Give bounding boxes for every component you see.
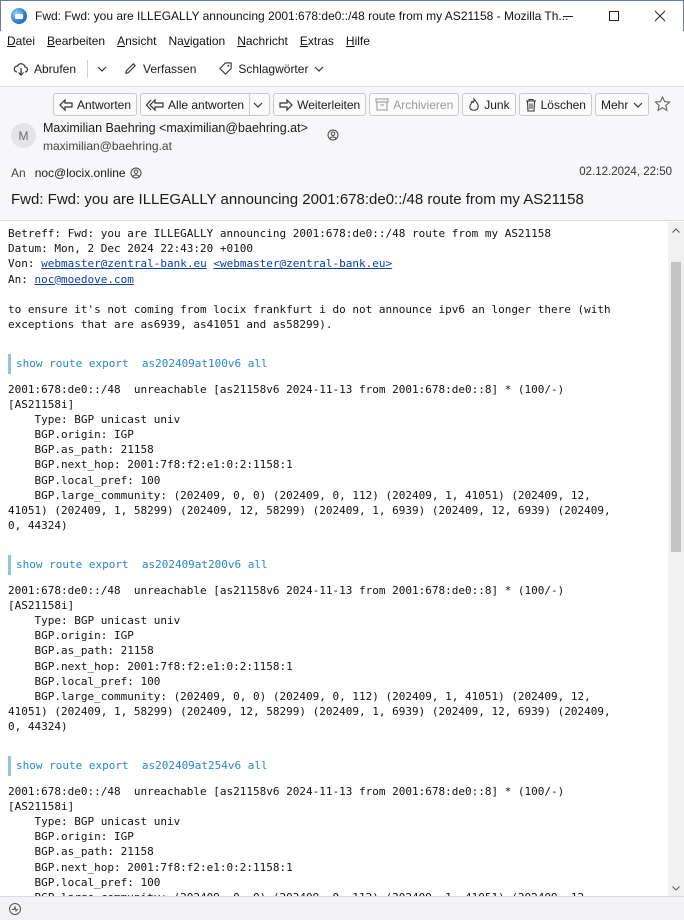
message-date: 02.12.2024, 22:50 <box>579 166 672 178</box>
menu-item-navigation[interactable] <box>168 34 225 48</box>
window-title: Fwd: Fwd: you are ILLEGALLY announcing 2001:678:de0::/48 route from my AS21158 - Mozilla Th... <box>35 9 569 23</box>
forward-icon <box>279 99 293 111</box>
route-output-line: BGP.next_hop: 2001:7f8:f2:e1:0:2:1158:1 <box>8 659 293 673</box>
to-label: An: <box>8 272 35 286</box>
maximize-button[interactable] <box>591 1 637 31</box>
route-output-line: 2001:678:de0::/48 unreachable [as21158v6 2024-11-13 from 2001:678:de0::8] * (100/-) <box>8 784 565 798</box>
menu-accelerator: H <box>345 34 355 48</box>
star-button[interactable] <box>654 96 671 115</box>
route-output-line: BGP.as_path: 21158 <box>8 845 154 859</box>
forward-button[interactable] <box>273 93 366 116</box>
status-bar <box>0 896 684 920</box>
reply-all-button[interactable] <box>140 93 270 116</box>
menu-accelerator: B <box>47 34 56 48</box>
menu-label-part: achricht <box>245 34 288 48</box>
from-label: Von: <box>8 257 42 271</box>
thunderbird-logo-icon <box>11 8 27 24</box>
route-output-line: BGP.large_community: (202409, 0, 0) (202409, 0, 112) (202409, 1, 41051) (202409, 12, <box>8 488 591 502</box>
chevron-down-icon <box>672 886 680 891</box>
close-icon <box>655 11 665 21</box>
message-header <box>0 87 684 221</box>
tags-label: Schlagwörter <box>238 61 309 76</box>
forward-label: Weiterleiten <box>297 97 361 112</box>
contact-icon <box>327 129 339 141</box>
scroll-up-button[interactable] <box>668 222 684 238</box>
menu-item-bearbeiten[interactable] <box>47 34 105 48</box>
spacer <box>8 287 668 302</box>
delete-label: Löschen <box>540 97 586 112</box>
delete-button[interactable] <box>519 93 592 116</box>
route-output-line: BGP.local_pref: 100 <box>8 875 161 889</box>
message-actions <box>53 93 652 116</box>
flame-icon <box>468 98 480 112</box>
pencil-icon <box>123 61 138 76</box>
menu-accelerator: D <box>7 34 16 48</box>
more-label: Mehr <box>600 97 629 112</box>
route-command: show route export as202409at200v6 all <box>8 555 668 575</box>
menu-accelerator: A <box>117 34 126 48</box>
spacer <box>8 734 668 749</box>
recipient-address[interactable]: noc@locix.online <box>34 166 126 180</box>
archive-icon <box>375 98 389 111</box>
intro-text: to ensure it's not coming from locix frankfurt i do not announce ipv6 an longer there (with <box>8 302 611 316</box>
menu-accelerator: v <box>183 34 190 48</box>
route-output-line: 41051) (202409, 1, 58299) (202409, 12, 58299) (202409, 1, 6939) (202409, 12, 6939) (202409, <box>8 705 611 719</box>
add-contact-button[interactable] <box>327 129 339 144</box>
route-output-line: 0, 44324) <box>8 519 68 533</box>
write-button[interactable] <box>118 56 201 82</box>
reply-button[interactable] <box>53 93 137 116</box>
menu-accelerator: E <box>299 34 308 48</box>
chevron-down-icon <box>253 102 263 108</box>
spacer <box>8 533 668 548</box>
chevron-down-icon <box>314 66 324 72</box>
forwarded-from <box>8 256 668 271</box>
menu-label-part: nsicht <box>125 34 157 48</box>
route-output-line: BGP.as_path: 21158 <box>8 644 154 658</box>
window-controls <box>545 1 683 31</box>
route-command: show route export as202409at100v6 all <box>8 354 668 374</box>
reply-all-label: Alle antworten <box>168 97 245 112</box>
menu-bar <box>0 31 684 51</box>
menu-label-part: earbeiten <box>55 34 106 48</box>
write-label: Verfassen <box>143 61 197 76</box>
menu-label-part: atei <box>15 34 36 48</box>
get-messages-label: Abrufen <box>34 61 77 76</box>
route-output-line: 0, 44324) <box>8 720 68 734</box>
recipient-row <box>11 166 142 180</box>
route-output-line: [AS21158i] <box>8 799 75 813</box>
menu-item-datei[interactable] <box>7 34 35 48</box>
route-output-line: Type: BGP unicast univ <box>8 613 181 627</box>
contact-icon <box>130 167 142 179</box>
forwarded-subject: Betreff: Fwd: you are ILLEGALLY announcing 2001:678:de0::/48 route from my AS21158 <box>8 227 552 240</box>
menu-label-part: ilfe <box>354 34 370 48</box>
get-messages-button[interactable] <box>8 56 81 82</box>
menu-label-part: Na <box>168 34 184 48</box>
forwarded-to <box>8 272 668 287</box>
route-output-line: BGP.as_path: 21158 <box>8 443 154 457</box>
reply-icon <box>59 99 73 111</box>
intro-text: exceptions that are as6939, as41051 and as58299). <box>8 318 333 332</box>
junk-label: Junk <box>484 97 510 112</box>
sender-email-link-2[interactable]: <webmaster@zentral-bank.eu> <box>213 257 393 271</box>
route-command: show route export as202409at254v6 all <box>8 756 668 776</box>
avatar: M <box>11 123 36 148</box>
menu-accelerator: N <box>237 34 246 48</box>
to-label: An <box>11 166 26 180</box>
menu-item-ansicht[interactable] <box>117 34 156 48</box>
tag-icon <box>218 61 233 76</box>
reply-label: Antworten <box>77 97 132 112</box>
route-output-line: BGP.origin: IGP <box>8 629 134 643</box>
title-bar <box>0 0 684 31</box>
route-output-line: BGP.next_hop: 2001:7f8:f2:e1:0:2:1158:1 <box>8 458 293 472</box>
route-output-line: 41051) (202409, 1, 58299) (202409, 12, 58299) (202409, 1, 6939) (202409, 12, 6939) (202409, <box>8 504 611 517</box>
route-output-line: BGP.origin: IGP <box>8 830 134 844</box>
route-output-line: BGP.origin: IGP <box>8 428 134 442</box>
route-output-line: BGP.local_pref: 100 <box>8 473 161 487</box>
route-output-line: [AS21158i] <box>8 598 75 612</box>
get-messages-dropdown[interactable] <box>94 66 110 72</box>
tags-button[interactable] <box>213 56 329 82</box>
toolbar-divider <box>87 60 88 78</box>
route-output-line: [AS21158i] <box>8 397 75 411</box>
close-button[interactable] <box>637 1 683 31</box>
menu-label-part: xtras <box>307 34 334 48</box>
menu-item-hilfe[interactable] <box>346 34 370 48</box>
sender-email-link[interactable]: webmaster@zentral-bank.eu <box>41 257 207 271</box>
main-toolbar <box>0 51 684 87</box>
message-body <box>0 222 668 896</box>
minimize-button[interactable] <box>545 1 591 31</box>
menu-item-extras[interactable] <box>300 34 334 48</box>
scroll-down-button[interactable] <box>668 880 684 896</box>
forwarded-date: Datum: Mon, 2 Dec 2024 22:43:20 +0100 <box>8 242 254 256</box>
route-output-line: BGP.next_hop: 2001:7f8:f2:e1:0:2:1158:1 <box>8 860 293 874</box>
reply-all-icon <box>146 99 164 111</box>
route-blocks <box>8 354 668 906</box>
route-output-line: Type: BGP unicast univ <box>8 412 181 426</box>
chevron-down-icon <box>633 102 643 108</box>
recipient-email-link[interactable]: noc@moedove.com <box>34 272 134 286</box>
activity-icon <box>8 902 22 916</box>
cloud-download-icon <box>13 61 29 77</box>
reply-all-dropdown[interactable] <box>249 94 269 115</box>
menu-label-part: igation <box>189 34 226 48</box>
message-subject: Fwd: Fwd: you are ILLEGALLY announcing 2001:678:de0::/48 route from my AS21158 <box>11 191 584 208</box>
chevron-down-icon <box>97 66 107 72</box>
minimize-icon <box>563 11 573 21</box>
sender-address: maximilian@baehring.at <box>43 139 172 153</box>
route-output-line: Type: BGP unicast univ <box>8 815 181 828</box>
route-output-line: BGP.local_pref: 100 <box>8 674 161 688</box>
junk-button[interactable] <box>462 93 515 116</box>
sender-name[interactable]: Maximilian Baehring <maximilian@baehring.at> <box>43 121 308 135</box>
more-button[interactable] <box>595 93 649 116</box>
route-output-line: 2001:678:de0::/48 unreachable [as21158v6 2024-11-13 from 2001:678:de0::8] * (100/-) <box>8 382 565 396</box>
star-icon <box>654 96 671 112</box>
maximize-icon <box>609 11 619 21</box>
route-output-line: 2001:678:de0::/48 unreachable [as21158v6 2024-11-13 from 2001:678:de0::8] * (100/-) <box>8 583 565 597</box>
chevron-up-icon <box>672 228 680 233</box>
archive-label: Archivieren <box>393 97 454 112</box>
vertical-scrollbar[interactable] <box>668 222 684 896</box>
trash-icon <box>525 98 537 112</box>
route-output-line: BGP.large_community: (202409, 0, 0) (202409, 0, 112) (202409, 1, 41051) (202409, 12, <box>8 689 591 703</box>
menu-item-nachricht[interactable] <box>237 34 288 48</box>
scrollbar-thumb[interactable] <box>671 262 681 552</box>
spacer <box>8 332 668 347</box>
archive-button[interactable] <box>369 93 459 116</box>
